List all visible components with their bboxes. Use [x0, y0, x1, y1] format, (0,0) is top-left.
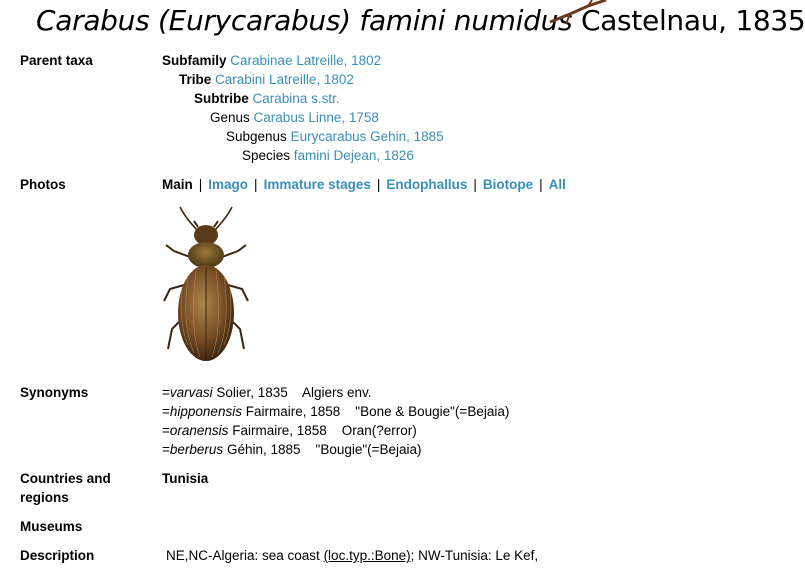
synonym-locality: Algiers env.	[302, 385, 372, 400]
museums-label: Museums	[20, 519, 83, 534]
synonym-locality: "Bougie"(=Bejaia)	[315, 442, 422, 457]
beetle-leg-image	[548, 0, 608, 28]
taxon-name: Carabus (Eurycarabus) famini numidus	[36, 4, 573, 37]
synonym-author: Géhin, 1885	[226, 442, 301, 457]
synonym-author: Fairmaire, 1858	[232, 423, 327, 438]
parent-row-species	[242, 146, 414, 165]
photo-tab-biotope[interactable]: Biotope	[482, 177, 534, 192]
synonym-name: oranensis	[169, 423, 229, 438]
parent-row-tribe	[179, 70, 354, 89]
photo-tab-main: Main	[162, 177, 193, 192]
photo-tab-immature-stages[interactable]: Immature stages	[263, 177, 371, 192]
parent-row-subtribe	[194, 89, 340, 108]
photo-tab-endophallus[interactable]: Endophallus	[386, 177, 468, 192]
synonym-name: varvasi	[169, 385, 213, 400]
synonym-row: =varvasi Solier, 1835 Algiers env.	[162, 385, 372, 400]
description-text: NE,NC-Algeria: sea coast (loc.typ.:Bone); NW-Tunisia: Le Kef,	[166, 548, 539, 563]
synonym-locality: "Bone & Bougie"(=Bejaia)	[355, 404, 510, 419]
parent-taxa-label: Parent taxa	[20, 53, 93, 68]
rank-label: Subgenus	[226, 129, 287, 144]
photos-label: Photos	[20, 177, 66, 192]
subtribe-link[interactable]: Carabina s.str.	[252, 91, 340, 106]
rank-label: Tribe	[179, 72, 212, 87]
synonym-locality: Oran(?error)	[341, 423, 417, 438]
rank-label: Species	[242, 148, 291, 163]
photo-tabs: Main | Imago | Immature stages | Endophallus | Biotope | All	[162, 177, 566, 192]
type-locality-link[interactable]: (loc.typ.:Bone)	[323, 548, 411, 563]
synonym-name: hipponensis	[169, 404, 242, 419]
synonyms-label: Synonyms	[20, 385, 89, 400]
countries-label: Countries and regions	[20, 471, 111, 505]
photo-tab-imago[interactable]: Imago	[208, 177, 249, 192]
synonym-author: Solier, 1835	[216, 385, 288, 400]
synonym-row: =hipponensis Fairmaire, 1858 "Bone & Bougie"(=Bejaia)	[162, 404, 510, 419]
taxon-author: Castelnau, 1835	[580, 4, 805, 37]
parent-row-genus	[210, 108, 379, 127]
synonym-author: Fairmaire, 1858	[245, 404, 341, 419]
description-label: Description	[20, 548, 95, 563]
subfamily-link[interactable]: Carabinae Latreille, 1802	[230, 53, 382, 68]
synonym-row: =oranensis Fairmaire, 1858 Oran(?error)	[162, 423, 417, 438]
genus-link[interactable]: Carabus Linne, 1758	[253, 110, 379, 125]
tribe-link[interactable]: Carabini Latreille, 1802	[215, 72, 354, 87]
rank-label: Subfamily	[162, 53, 227, 68]
synonym-row: =berberus Géhin, 1885 "Bougie"(=Bejaia)	[162, 442, 422, 457]
beetle-photo[interactable]	[160, 205, 252, 371]
synonym-name: berberus	[169, 442, 224, 457]
page-title	[36, 4, 805, 37]
rank-label: Genus	[210, 110, 250, 125]
subgenus-link[interactable]: Eurycarabus Gehin, 1885	[290, 129, 444, 144]
countries-value: Tunisia	[162, 471, 209, 486]
parent-row-subfamily	[162, 51, 381, 70]
species-link[interactable]: famini Dejean, 1826	[293, 148, 414, 163]
photo-tab-all[interactable]: All	[548, 177, 566, 192]
rank-label: Subtribe	[194, 91, 249, 106]
parent-row-subgenus	[226, 127, 444, 146]
